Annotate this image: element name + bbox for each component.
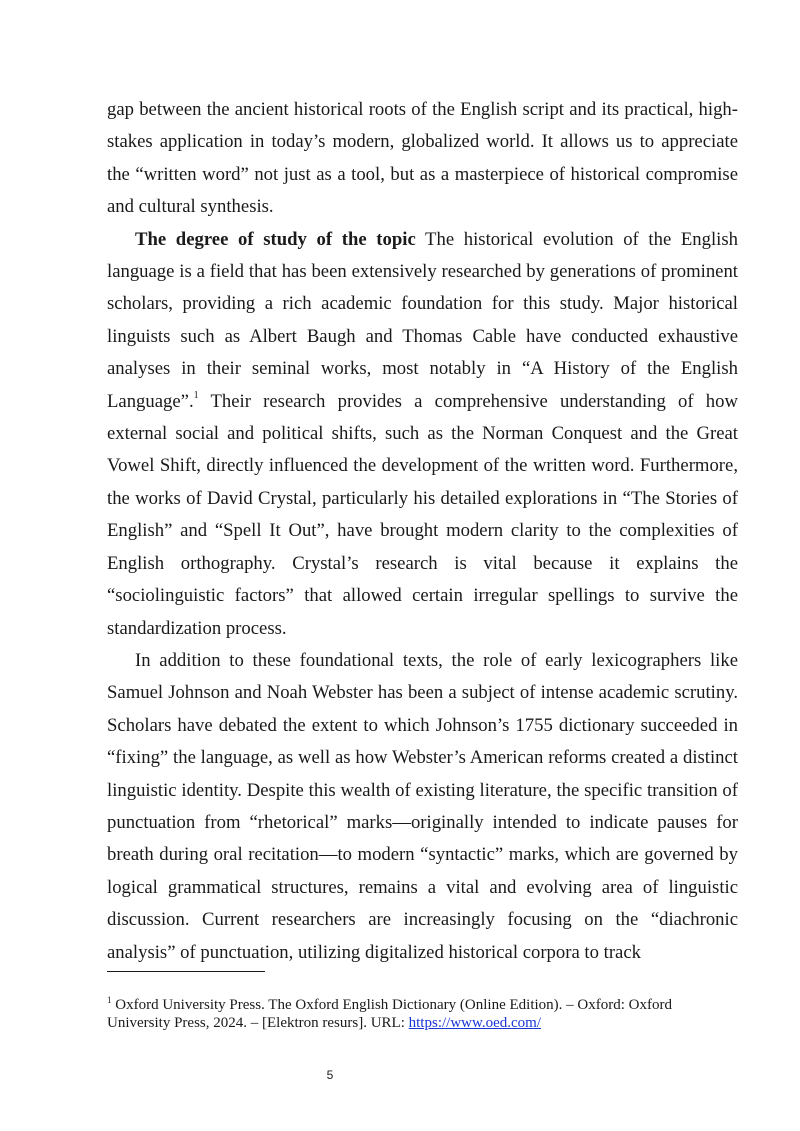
paragraph-2-text-part1: The historical evolution of the English language is a field that has been extensively researched by generations of prominent scholars, providing a rich academic foundation for this study. Major historical linguists such as Albert Baugh and Thomas Cable have conducted exhaustive analyses in their seminal works, most notably in “A History of the English Language”. [107, 228, 738, 412]
section-heading-degree-of-study: The degree of study of the topic [135, 228, 416, 250]
footnote-divider [107, 971, 265, 972]
footnote-reference[interactable]: 1 [193, 390, 199, 402]
paragraph-degree-of-study [107, 224, 738, 645]
body-text [107, 94, 738, 969]
paragraph-lexicographers [107, 645, 738, 969]
page-number: 5 [326, 1068, 334, 1082]
paragraph-continuation [107, 94, 738, 224]
paragraph-1-text: gap between the ancient historical roots of the English script and its practical, high-stakes application in today’s modern, globalized world. It allows us to appreciate the “written word” not just as a tool, but as a masterpiece of historical compromise and cultural synthesis. [107, 99, 738, 218]
footnote [107, 996, 738, 1032]
footnote-url-link[interactable]: https://www.oed.com/ [408, 1015, 541, 1031]
paragraph-2-text-part2: Their research provides a comprehensive understanding of how external social and political shifts, such as the Norman Conquest and the Great Vowel Shift, directly influenced the development of the written word. Furthermore, the works of David Crystal, particularly his detailed explorations in “The Stories of English” and “Spell It Out”, have brought modern clarity to the complexities of English orthography. Crystal’s research is vital because it explains the “sociolinguistic factors” that allowed certain irregular spellings to survive the standardization process. [107, 390, 738, 639]
paragraph-3-text: In addition to these foundational texts, the role of early lexicographers like Samuel Johnson and Noah Webster has been a subject of intense academic scrutiny. Scholars have debated the extent to which Johnson’s 1755 dictionary succeeded in “fixing” the language, as well as how Webster’s American reforms created a distinct linguistic identity. Despite this wealth of existing literature, the specific transition of punctuation from “rhetorical” marks—originally intended to indicate pauses for breath during oral recitation—to modern “syntactic” marks, which are governed by logical grammatical structures, remains a vital and evolving area of linguistic discussion. Current researchers are increasingly focusing on the “diachronic analysis” of punctuation, utilizing digitalized historical corpora to track [107, 649, 738, 963]
footnote-text: Oxford University Press. The Oxford English Dictionary (Online Edition). – Oxford: Oxford University Press, 2024. – [Elektron resurs]. URL: [107, 997, 672, 1031]
footnote-number: 1 [107, 995, 112, 1005]
